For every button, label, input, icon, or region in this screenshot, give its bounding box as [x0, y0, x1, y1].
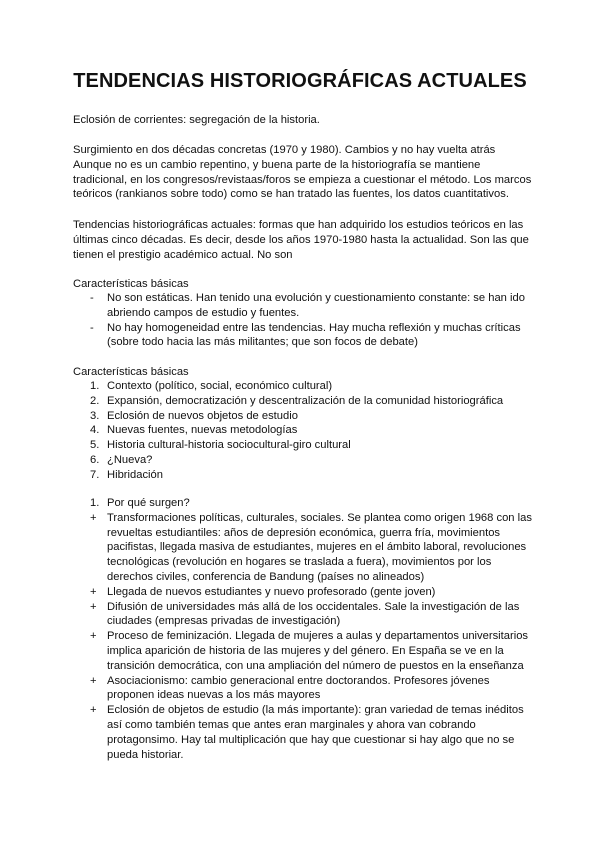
list-marker: -	[90, 292, 94, 304]
list-item-text: Eclosión de objetos de estudio (la más importante): gran variedad de temas inéditos así como también temas que antes eran marginales y ahora van cobrando protagonsimo. Hay tal multiplicación que hay que cuestionar si hay algo que no se pueda historiar.	[107, 704, 524, 761]
document-title: TENDENCIAS HISTORIOGRÁFICAS ACTUALES	[73, 70, 527, 92]
list-item	[73, 600, 533, 630]
list-marker: 1.	[90, 497, 100, 509]
list-item-text: Proceso de feminización. Llegada de mujeres a aulas y departamentos universitarios implica aparición de historia de las mujeres y del género. En España se ve en la transición democrática, con una ampliación del número de puestos en la enseñanza	[107, 630, 529, 672]
list-item-text: Por qué surgen?	[107, 497, 190, 509]
dash-list	[73, 291, 533, 350]
list-item-text: Expansión, democratización y descentralización de la comunidad historiográfica	[107, 394, 504, 407]
list-item	[73, 496, 533, 511]
list-item	[73, 674, 533, 704]
list-item-text: No hay homogeneidad entre las tendencias. Hay mucha reflexión y muchas críticas (sobre todo hacia las más militantes; que son focos de debate)	[107, 321, 521, 349]
section-heading-basic-2: Características básicas	[73, 366, 189, 378]
plus-list	[73, 496, 533, 762]
list-marker: +	[90, 704, 97, 717]
list-item-text: Contexto (político, social, económico cultural)	[107, 380, 333, 392]
list-marker: 4.	[90, 424, 100, 437]
list-marker: +	[90, 585, 97, 598]
list-item	[73, 585, 533, 600]
list-item-text: Nuevas fuentes, nuevas metodologías	[107, 424, 298, 437]
list-marker: 7.	[90, 468, 100, 481]
list-item-text: Hibridación	[107, 468, 163, 481]
list-item	[73, 379, 533, 394]
list-item-text: Eclosión de nuevos objetos de estudio	[107, 409, 298, 422]
list-item	[73, 394, 533, 409]
list-item	[73, 468, 533, 483]
list-item-text: No son estáticas. Han tenido una evolución y cuestionamiento constante: se han ido abriendo campos de estudio y fuentes.	[107, 292, 525, 319]
list-item	[73, 438, 533, 453]
list-item	[73, 321, 533, 351]
list-item	[73, 453, 533, 468]
list-marker: 2.	[90, 394, 100, 407]
list-marker: 1.	[90, 380, 100, 392]
intro-paragraph: Eclosión de corrientes: segregación de la historia.	[73, 114, 320, 126]
list-item	[73, 511, 533, 585]
definition-paragraph: Tendencias historiográficas actuales: formas que han adquirido los estudios teóricos en las últimas cinco décadas. Es decir, desde los años 1970-1980 hasta la actualidad. Son las que tienen el prestigio académico actual. No son	[73, 219, 529, 261]
list-marker: +	[90, 511, 97, 524]
list-item-text: Transformaciones políticas, culturales, sociales. Se plantea como origen 1968 con las revueltas estudiantiles: años de depresión económica, guerra fría, movimientos pacifistas, llegada masiva de estudiantes, mujeres en el ámbito laboral, revoluciones tecnológicas (revolución en hogares se traslada a fuera), movimientos por los derechos civiles, conferencia de Bandung (países no alineados)	[107, 511, 532, 583]
list-item	[73, 409, 533, 424]
list-item-text: Historia cultural-historia sociocultural-giro cultural	[107, 439, 351, 452]
list-marker: 6.	[90, 453, 100, 466]
list-item-text: Llegada de nuevos estudiantes y nuevo profesorado (gente joven)	[107, 585, 436, 598]
list-marker: -	[90, 321, 94, 334]
list-marker: +	[90, 630, 97, 643]
list-item-text: Asociacionismo: cambio generacional entre doctorandos. Profesores jóvenes proponen ideas nuevas a los más mayores	[107, 674, 490, 702]
list-marker: 3.	[90, 409, 100, 422]
list-marker: +	[90, 600, 97, 613]
origin-paragraph: Surgimiento en dos décadas concretas (1970 y 1980). Cambios y no hay vuelta atrás Aunque no es un cambio repentino, y buena parte de la historiografía se mantiene tradicional, en los congresos/revistaas/foros se empieza a cuestionar el método. Los marcos teóricos (rankianos sobre todo) como se han tratado las fuentes, los datos cuantitativos.	[73, 144, 532, 201]
numbered-list	[73, 379, 533, 483]
list-item	[73, 703, 533, 762]
section-heading-basic-1: Características básicas	[73, 278, 189, 290]
list-marker: 5.	[90, 439, 100, 452]
list-item	[73, 291, 533, 321]
list-item	[73, 629, 533, 673]
list-item-text: Difusión de universidades más allá de los occidentales. Sale la investigación de las ciudades (empresas privadas de investigación)	[107, 600, 520, 628]
list-item-text: ¿Nueva?	[107, 453, 153, 466]
list-item	[73, 423, 533, 438]
list-marker: +	[90, 674, 97, 687]
